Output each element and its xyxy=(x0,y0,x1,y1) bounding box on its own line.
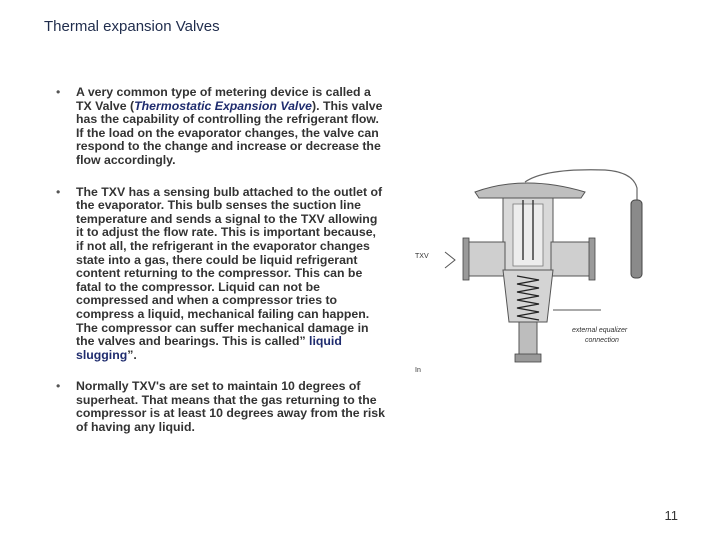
internal-passage xyxy=(513,204,543,266)
emphasis-term: liquid slugging xyxy=(76,334,342,362)
diaphragm-head xyxy=(475,183,585,198)
bullet-text: ”. xyxy=(127,347,137,362)
diagram-label-connection: connection xyxy=(585,337,619,344)
flow-arrow-icon xyxy=(445,252,455,268)
left-flange xyxy=(463,238,469,280)
right-fitting xyxy=(551,242,591,276)
bullet-text: A very common type of metering device is called a TX Valve ( xyxy=(76,85,371,113)
left-fitting xyxy=(467,242,505,276)
bullet-item xyxy=(56,380,386,434)
adjusting-stem xyxy=(519,322,537,356)
diagram-label-in: In xyxy=(415,367,421,374)
page-number: 11 xyxy=(664,508,678,523)
txv-diagram xyxy=(405,160,650,390)
bullet-list xyxy=(56,86,386,453)
bullet-text: ). This valve has the capability of controlling the refrigerant flow. If the load on the evaporator changes, the valve can respond to the change and increase or decrease the flow accordingly. xyxy=(76,98,383,167)
slide-title: Thermal expansion Valves xyxy=(44,18,220,35)
emphasis-term: Thermostatic Expansion Valve xyxy=(134,98,313,113)
bullet-marker: • xyxy=(56,85,61,99)
bullet-marker: • xyxy=(56,379,61,394)
diagram-label-txv: TXV xyxy=(415,253,429,260)
diagram-label-equalizer: external equalizer xyxy=(572,327,628,334)
sensing-bulb xyxy=(631,200,642,278)
bullet-marker: • xyxy=(56,184,61,199)
right-flange xyxy=(589,238,595,280)
bullet-text: Normally TXV's are set to maintain 10 degrees of superheat. That means that the gas returning to the compressor is at least 10 degrees away from the risk of having any liquid. xyxy=(76,379,385,435)
bullet-item xyxy=(56,86,386,168)
bullet-text: The TXV has a sensing bulb attached to the outlet of the evaporator. This bulb senses the suction line temperature and sends a signal to the TXV allowing it to adjust the flow rate. This is important because, if not all, the refrigerant in the evaporator changes state into a gas, there could be liquid refrigerant content returning to the compressor. This can be fatal to the compressor. Liquid can not be compressed and when a compressor tries to compress a liquid, mechanical failing can happen. The compressor can suffer mechanical damage in the valves and bearings. This is called” xyxy=(76,184,383,349)
bullet-item xyxy=(56,186,386,363)
